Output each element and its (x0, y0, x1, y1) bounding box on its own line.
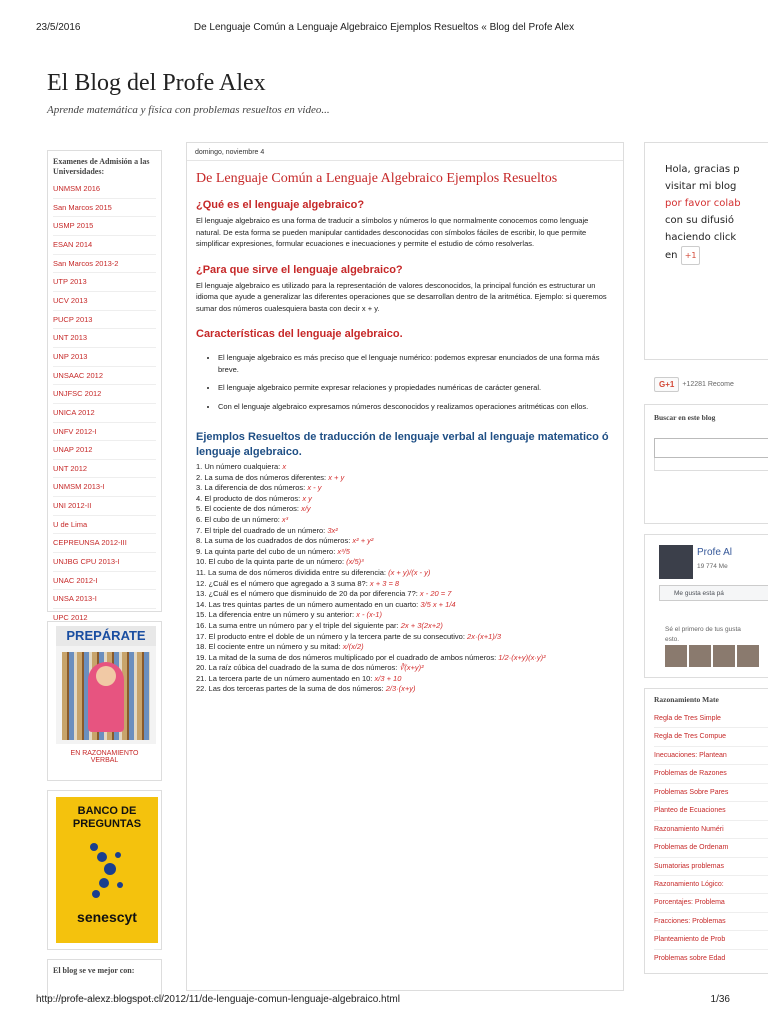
ad-preparate[interactable] (47, 621, 162, 781)
print-page-number: 1/36 (710, 994, 730, 1005)
example-number: 22. (196, 684, 207, 694)
preparate-caption[interactable]: EN RAZONAMIENTO VERBAL (70, 750, 139, 764)
example-item (196, 515, 615, 526)
example-item (196, 526, 615, 537)
example-answer: x³ (281, 514, 289, 524)
university-link[interactable]: San Marcos 2015 (53, 198, 156, 217)
examples-list (196, 462, 615, 695)
university-link[interactable]: U de Lima (53, 515, 156, 534)
friend-avatar[interactable] (689, 645, 711, 667)
razonamiento-title: Razonamiento Mate (654, 695, 719, 704)
example-number: 2. (196, 472, 203, 482)
caracteristica-item: • El lenguaje algebraico es más preciso que el lenguaje numérico: podemos expresar enunciados de una forma más breve. (218, 352, 615, 375)
caracteristicas-list (196, 352, 615, 412)
razonamiento-link[interactable]: Problemas de Razones (654, 764, 768, 782)
example-number: 15. (196, 610, 207, 620)
blog-description: Aprende matemática y física con problemas resueltos en video... (47, 104, 330, 116)
print-page-title: De Lenguaje Común a Lenguaje Algebraico Ejemplos Resueltos « Blog del Profe Alex (193, 22, 575, 33)
example-item (196, 536, 615, 547)
example-text: El cubo de un número: (204, 514, 282, 524)
caracteristica-item: • El lenguaje algebraico permite expresar relaciones y propiedades numéricas de carácter general. (218, 382, 615, 394)
preparate-banner-image[interactable] (56, 626, 156, 744)
friend-avatar[interactable] (737, 645, 759, 667)
example-text: La diferencia de dos números: (204, 483, 308, 493)
hola-line: haciendo click (665, 232, 737, 243)
example-item (196, 504, 615, 515)
example-answer: 3x² (327, 525, 338, 535)
gplus-count: +12281 Recome (682, 380, 734, 388)
banco-banner-image[interactable] (56, 797, 158, 943)
example-item (196, 557, 615, 568)
example-answer: x/(x/2) (342, 642, 364, 652)
senescyt-wordmark: senescyt (77, 909, 137, 925)
search-results-box (654, 458, 768, 471)
example-text: Las tres quintas partes de un número aumentado en un cuarto: (208, 599, 421, 609)
example-text: La suma de dos números diferentes: (204, 472, 329, 482)
example-item (196, 621, 615, 632)
university-link[interactable]: UCV 2013 (53, 291, 156, 310)
razonamiento-link[interactable]: Problemas sobre Edad (654, 949, 768, 967)
university-link[interactable]: UNAP 2012 (53, 440, 156, 459)
razonamiento-link[interactable]: Problemas Sobre Pares (654, 783, 768, 801)
example-answer: x + 3 = 8 (369, 578, 400, 588)
razonamiento-link[interactable]: Planteamiento de Prob (654, 930, 768, 948)
banco-heading: BANCO DE PREGUNTAS (72, 805, 142, 830)
example-number: 21. (196, 673, 207, 683)
razonamiento-link[interactable]: Inecuaciones: Plantean (654, 746, 768, 764)
example-answer: (x + y)/(x - y) (388, 567, 431, 577)
friend-avatar[interactable] (713, 645, 735, 667)
blog-post (186, 142, 624, 991)
example-item (196, 663, 615, 674)
hola-line: Hola, gracias p (665, 164, 740, 175)
university-link[interactable]: CEPREUNSA 2012-III (53, 533, 156, 552)
hola-line: visitar mi blog (665, 181, 737, 192)
university-link[interactable]: San Marcos 2013-2 (53, 254, 156, 273)
razonamiento-link[interactable]: Regla de Tres Compue (654, 727, 768, 745)
example-answer: x + y (328, 472, 345, 482)
example-number: 16. (196, 620, 207, 630)
university-link[interactable]: UNSAAC 2012 (53, 366, 156, 385)
universities-widget (47, 150, 162, 622)
example-number: 3. (196, 483, 203, 493)
facebook-fan-count: 19 774 Me (697, 563, 728, 570)
example-number: 8. (196, 536, 203, 546)
example-text: La suma de dos números dividida entre su diferencia: (207, 567, 389, 577)
university-link[interactable]: USMP 2015 (53, 216, 156, 235)
university-link[interactable]: UNAC 2012-I (53, 571, 156, 590)
example-item (196, 632, 615, 643)
example-answer: x³/5 (337, 546, 350, 556)
example-number: 11. (196, 567, 206, 577)
facebook-page-avatar[interactable] (659, 545, 693, 579)
university-link[interactable]: ESAN 2014 (53, 235, 156, 254)
example-number: 4. (196, 493, 203, 503)
example-text: La diferencia entre un número y su anterior: (208, 610, 357, 620)
example-answer: 2x + 3(2x+2) (400, 620, 443, 630)
examples-heading: Ejemplos Resueltos de traducción de lenguaje verbal al lenguaje matematico ó lenguaje algebraico. (196, 431, 609, 458)
example-text: La suma entre un número par y el triple del siguiente par: (208, 620, 401, 630)
hola-line: con su difusió (665, 215, 734, 226)
razonamiento-link[interactable]: Regla de Tres Simple (654, 715, 721, 722)
razonamiento-link[interactable]: Sumatorias problemas (654, 857, 768, 875)
senescyt-logo-icon (86, 841, 128, 901)
example-number: 1. (196, 462, 203, 471)
right-sidebar (644, 142, 768, 974)
example-text: El triple del cuadrado de un número: (204, 525, 328, 535)
example-item (196, 684, 615, 695)
se-ve-mejor-widget (47, 959, 162, 999)
example-number: 17. (196, 631, 207, 641)
example-text: La suma de los cuadrados de dos números: (204, 536, 353, 546)
facebook-page-name[interactable]: Profe Al (697, 547, 733, 558)
print-date: 23/5/2016 (36, 22, 81, 33)
example-answer: x - 20 = 7 (419, 589, 452, 599)
friend-avatar[interactable] (665, 645, 687, 667)
university-link[interactable]: UNT 2013 (53, 328, 156, 347)
example-text: El cociente entre un número y su mitad: (208, 642, 343, 652)
razonamiento-link[interactable]: Fracciones: Problemas (654, 912, 768, 930)
example-text: El producto de dos números: (204, 493, 303, 503)
example-answer: 2x·(x+1)/3 (467, 631, 502, 641)
example-item (196, 462, 615, 473)
example-answer: x - (x-1) (356, 610, 382, 620)
razonamiento-link[interactable]: Razonamiento Numéri (654, 820, 768, 838)
example-item (196, 653, 615, 664)
gplus-recommend-row (644, 374, 768, 394)
razonamiento-link[interactable]: Problemas de Ordenam (654, 838, 768, 856)
example-item (196, 473, 615, 484)
university-link[interactable]: UNJBG CPU 2013-I (53, 552, 156, 571)
example-number: 6. (196, 514, 203, 524)
university-link[interactable]: UNMSM 2016 (53, 184, 101, 194)
example-item (196, 494, 615, 505)
left-sidebar (47, 150, 162, 1008)
example-answer: x/3 + 10 (374, 673, 402, 683)
razonamiento-link[interactable]: Porcentajes: Problema (654, 893, 768, 911)
example-number: 12. (196, 578, 207, 588)
example-number: 19. (196, 652, 207, 662)
heading-para-que-sirve: ¿Para que sirve el lenguaje algebraico? (196, 263, 403, 276)
university-link[interactable]: UNJFSC 2012 (53, 384, 156, 403)
example-text: La mitad de la suma de dos números multiplicado por el cuadrado de ambos números: (208, 652, 499, 662)
example-answer: x/y (301, 504, 311, 514)
razonamiento-link[interactable]: Razonamiento Lógico: (654, 875, 768, 893)
university-link[interactable]: UNT 2012 (53, 459, 156, 478)
hola-line-en: en (665, 250, 678, 261)
paragraph-para-que-sirve: El lenguaje algebraico es utilizado para la representación de valores desconocidos, la principal función es estructurar un idioma que ayude a generalizar las diferentes operaciones que se desarrollan dentro de la aritmética. Ejemplo: si queremos sumar dos números cualesquiera basta con decir x + y. (196, 280, 607, 313)
example-answer: ∛(x+y)² (399, 663, 424, 673)
example-text: La quinta parte del cubo de un número: (204, 546, 338, 556)
razonamiento-link[interactable]: Planteo de Ecuaciones (654, 801, 768, 819)
facebook-friend-faces (665, 645, 759, 667)
example-text: El producto entre el doble de un número y la tercera parte de su consecutivo: (208, 631, 468, 641)
university-link[interactable]: PUCP 2013 (53, 310, 156, 329)
example-item (196, 483, 615, 494)
example-number: 5. (196, 504, 203, 514)
example-answer: x y (302, 493, 312, 503)
heading-que-es: ¿Qué es el lenguaje algebraico? (196, 199, 365, 211)
example-answer: x² + y² (352, 536, 374, 546)
example-item (196, 600, 615, 611)
example-number: 20. (196, 663, 207, 673)
example-number: 13. (196, 589, 207, 599)
post-title[interactable]: De Lenguaje Común a Lenguaje Algebraico Ejemplos Resueltos (196, 171, 558, 186)
example-answer: 3/5 x + 1/4 (420, 599, 456, 609)
paragraph-que-es: El lenguaje algebraico es una forma de traducir a símbolos y números lo que normalmente conocemos como lenguaje natural. De esta forma se pueden manipular cantidades desconocidas con símbolos fáciles de escribir, lo que permite simplificar expresiones, formular ecuaciones e inecuaciones y permite el estudio de cómo resolverlas. (196, 216, 589, 248)
university-link[interactable]: UNFV 2012-I (53, 422, 156, 441)
caracteristica-item: • Con el lenguaje algebraico expresamos números desconocidos y realizamos operaciones aritméticas con ellos. (218, 401, 615, 413)
example-item (196, 568, 615, 579)
university-link[interactable]: UNICA 2012 (53, 403, 156, 422)
facebook-like-button[interactable]: Me gusta esta pá (659, 585, 768, 601)
post-date: domingo, noviembre 4 (187, 143, 623, 161)
example-text: ¿Cuál es el número que agregado a 3 suma 8?: (208, 578, 370, 588)
university-link[interactable]: UNP 2013 (53, 347, 156, 366)
example-text: Un número cualquiera: (204, 462, 283, 471)
ad-banco-preguntas[interactable] (47, 790, 162, 950)
example-item (196, 547, 615, 558)
example-item (196, 674, 615, 685)
example-text: El cociente de dos números: (204, 504, 302, 514)
example-number: 9. (196, 546, 203, 556)
print-url: http://profe-alexz.blogspot.cl/2012/11/de-lenguaje-comun-lenguaje-algebraico.html (36, 994, 400, 1005)
example-number: 7. (196, 525, 203, 535)
university-link[interactable]: UTP 2013 (53, 272, 156, 291)
example-text: Las dos terceras partes de la suma de dos números: (208, 684, 386, 694)
post-body (187, 161, 623, 695)
example-number: 14. (196, 599, 207, 609)
universities-title: Examenes de Admisión a las Universidades: (53, 157, 150, 176)
gplus-button[interactable]: G+1 (654, 377, 679, 392)
example-item (196, 579, 615, 590)
example-text: La raíz cúbica del cuadrado de la suma de dos números: (208, 663, 400, 673)
example-number: 10. (196, 557, 207, 567)
universities-list (53, 180, 156, 626)
search-input[interactable] (654, 438, 768, 458)
hola-message-widget (644, 142, 768, 360)
preparate-heading: PREPÁRATE (56, 626, 156, 646)
razonamiento-widget (644, 688, 768, 974)
razonamiento-list (654, 710, 768, 967)
facebook-widget (644, 534, 768, 678)
heading-caracteristicas: Características del lenguaje algebraico. (196, 328, 403, 340)
university-link[interactable]: UNI 2012-II (53, 496, 156, 515)
se-ve-mejor-title: El blog se ve mejor con: (53, 966, 135, 975)
example-text: ¿Cuál es el número que disminuido de 20 da por diferencia 7?: (208, 589, 420, 599)
university-link[interactable]: UNMSM 2013-I (53, 477, 156, 496)
example-answer: 1/2·(x+y)(x·y)² (498, 652, 546, 662)
example-text: El cubo de la quinta parte de un número: (208, 557, 347, 567)
hola-line: por favor colab (665, 198, 741, 209)
university-link[interactable]: UPC 2012 (53, 608, 156, 627)
hola-line (665, 246, 768, 265)
example-answer: (x/5)³ (346, 557, 364, 567)
facebook-first-text: Sé el primero de tus gusta esto. (665, 626, 741, 643)
student-face (96, 666, 116, 686)
blog-title[interactable]: El Blog del Profe Alex (47, 70, 266, 96)
university-link[interactable]: UNSA 2013-I (53, 589, 156, 608)
search-title: Buscar en este blog (654, 413, 716, 422)
example-text: La tercera parte de un número aumentado en 10: (208, 673, 375, 683)
example-answer: x (282, 462, 287, 471)
example-answer: 2/3·(x+y) (385, 684, 416, 694)
gplus-small-button[interactable]: +1 (681, 246, 701, 265)
example-item (196, 610, 615, 621)
example-answer: x - y (307, 483, 322, 493)
example-number: 18. (196, 642, 207, 652)
search-widget (644, 404, 768, 524)
example-item (196, 642, 615, 653)
example-item (196, 589, 615, 600)
